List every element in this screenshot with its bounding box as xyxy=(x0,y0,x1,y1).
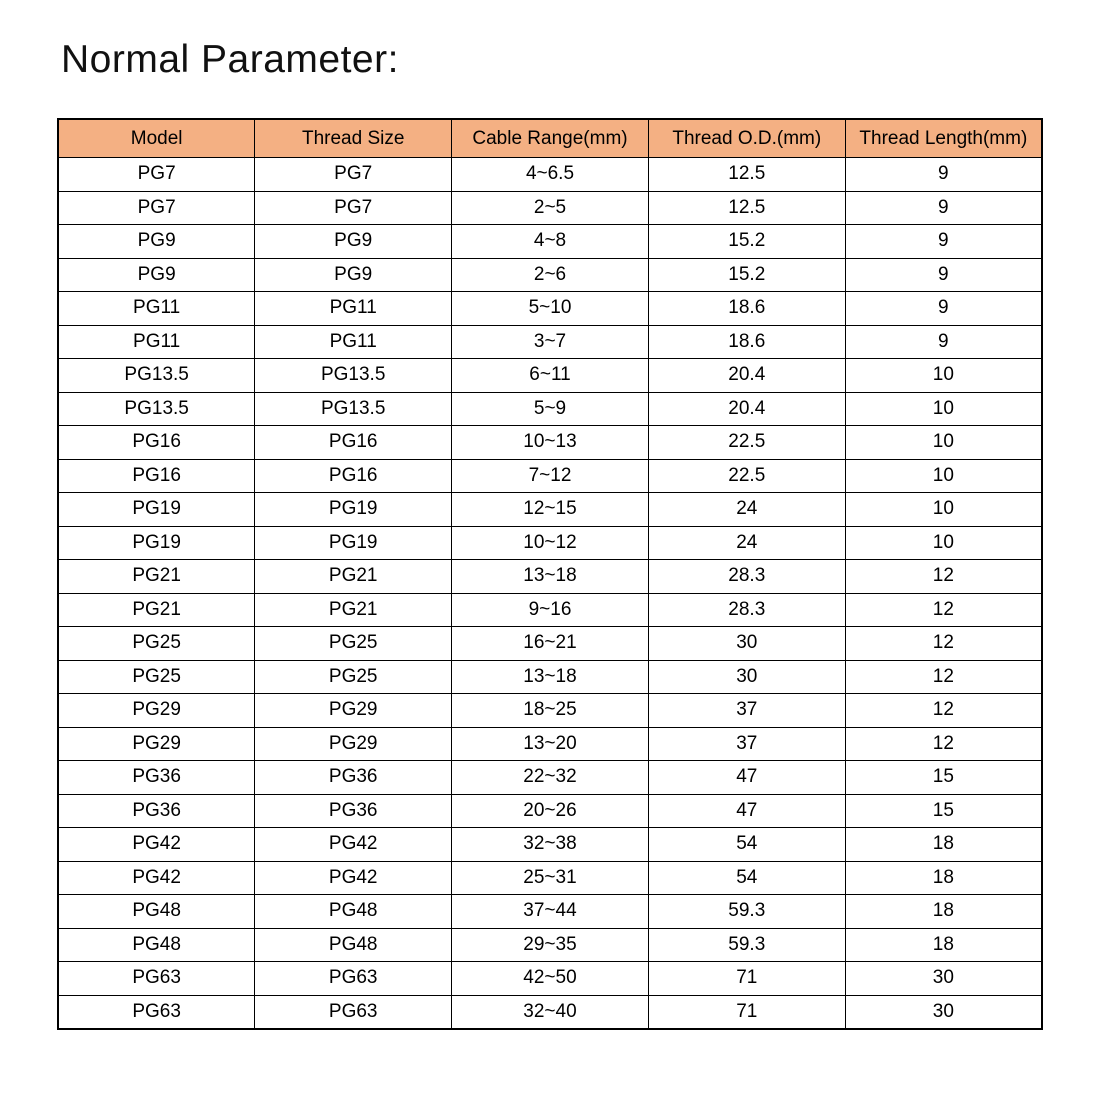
table-cell: 12 xyxy=(845,593,1042,627)
table-cell: PG19 xyxy=(255,526,452,560)
table-cell: PG9 xyxy=(58,225,255,259)
table-cell: 13~18 xyxy=(452,660,649,694)
parameter-table-container xyxy=(57,118,1043,1030)
table-cell: 9~16 xyxy=(452,593,649,627)
table-cell: 4~8 xyxy=(452,225,649,259)
table-cell: 13~20 xyxy=(452,727,649,761)
table-cell: 10~12 xyxy=(452,526,649,560)
table-cell: 20.4 xyxy=(648,359,845,393)
table-cell: PG63 xyxy=(255,962,452,996)
table-cell: PG25 xyxy=(255,627,452,661)
table-cell: 10 xyxy=(845,392,1042,426)
table-cell: 10 xyxy=(845,426,1042,460)
table-cell: PG7 xyxy=(58,191,255,225)
table-cell: 18~25 xyxy=(452,694,649,728)
column-header-thread-length-mm: Thread Length(mm) xyxy=(845,119,1042,158)
table-row xyxy=(58,493,1042,527)
table-cell: PG48 xyxy=(255,895,452,929)
table-cell: 25~31 xyxy=(452,861,649,895)
table-row xyxy=(58,258,1042,292)
table-cell: 5~9 xyxy=(452,392,649,426)
table-cell: PG13.5 xyxy=(58,392,255,426)
column-header-cable-range-mm: Cable Range(mm) xyxy=(452,119,649,158)
table-row xyxy=(58,962,1042,996)
table-cell: 20.4 xyxy=(648,392,845,426)
table-cell: 30 xyxy=(648,660,845,694)
table-cell: 59.3 xyxy=(648,895,845,929)
table-cell: PG29 xyxy=(255,694,452,728)
table-cell: 18.6 xyxy=(648,325,845,359)
table-cell: 9 xyxy=(845,158,1042,192)
table-cell: PG25 xyxy=(58,627,255,661)
table-header xyxy=(58,119,1042,158)
column-header-thread-size: Thread Size xyxy=(255,119,452,158)
table-cell: PG21 xyxy=(255,593,452,627)
table-cell: 54 xyxy=(648,861,845,895)
table-cell: PG11 xyxy=(255,325,452,359)
table-cell: PG36 xyxy=(255,794,452,828)
table-cell: PG21 xyxy=(255,560,452,594)
table-cell: PG42 xyxy=(255,828,452,862)
table-cell: 15.2 xyxy=(648,225,845,259)
table-cell: 2~5 xyxy=(452,191,649,225)
table-cell: 7~12 xyxy=(452,459,649,493)
table-cell: 12 xyxy=(845,660,1042,694)
table-cell: PG36 xyxy=(255,761,452,795)
table-cell: PG11 xyxy=(58,292,255,326)
table-cell: 10 xyxy=(845,459,1042,493)
table-cell: PG11 xyxy=(58,325,255,359)
table-cell: 10~13 xyxy=(452,426,649,460)
column-header-model: Model xyxy=(58,119,255,158)
table-row xyxy=(58,794,1042,828)
table-cell: 15.2 xyxy=(648,258,845,292)
table-cell: 37 xyxy=(648,727,845,761)
table-row xyxy=(58,660,1042,694)
table-row xyxy=(58,459,1042,493)
table-cell: 22.5 xyxy=(648,459,845,493)
table-cell: 20~26 xyxy=(452,794,649,828)
table-cell: 9 xyxy=(845,258,1042,292)
table-cell: PG21 xyxy=(58,560,255,594)
table-row xyxy=(58,392,1042,426)
table-cell: PG16 xyxy=(58,459,255,493)
table-cell: PG36 xyxy=(58,794,255,828)
table-cell: 59.3 xyxy=(648,928,845,962)
table-cell: 30 xyxy=(845,962,1042,996)
table-cell: PG42 xyxy=(58,828,255,862)
table-cell: 22~32 xyxy=(452,761,649,795)
table-cell: 13~18 xyxy=(452,560,649,594)
table-row xyxy=(58,727,1042,761)
table-cell: 18 xyxy=(845,928,1042,962)
table-cell: PG29 xyxy=(255,727,452,761)
table-cell: PG63 xyxy=(58,995,255,1029)
table-cell: 71 xyxy=(648,995,845,1029)
table-row xyxy=(58,560,1042,594)
table-cell: PG36 xyxy=(58,761,255,795)
table-row xyxy=(58,225,1042,259)
table-cell: PG19 xyxy=(58,493,255,527)
table-cell: PG42 xyxy=(58,861,255,895)
table-cell: PG7 xyxy=(255,158,452,192)
table-cell: PG7 xyxy=(255,191,452,225)
table-cell: 4~6.5 xyxy=(452,158,649,192)
table-cell: PG48 xyxy=(58,895,255,929)
table-row xyxy=(58,861,1042,895)
table-cell: 42~50 xyxy=(452,962,649,996)
table-cell: 9 xyxy=(845,191,1042,225)
table-cell: PG25 xyxy=(58,660,255,694)
table-cell: 18.6 xyxy=(648,292,845,326)
table-cell: 12.5 xyxy=(648,191,845,225)
parameter-table xyxy=(57,118,1043,1030)
table-row xyxy=(58,995,1042,1029)
page-title: Normal Parameter: xyxy=(61,38,399,81)
table-cell: 9 xyxy=(845,325,1042,359)
table-cell: 71 xyxy=(648,962,845,996)
table-cell: 28.3 xyxy=(648,593,845,627)
table-cell: 6~11 xyxy=(452,359,649,393)
table-cell: 30 xyxy=(845,995,1042,1029)
table-cell: 24 xyxy=(648,493,845,527)
table-cell: 18 xyxy=(845,895,1042,929)
table-cell: 30 xyxy=(648,627,845,661)
table-cell: 18 xyxy=(845,828,1042,862)
table-body xyxy=(58,158,1042,1030)
table-cell: PG19 xyxy=(255,493,452,527)
table-cell: 10 xyxy=(845,359,1042,393)
table-cell: 5~10 xyxy=(452,292,649,326)
table-cell: PG16 xyxy=(255,459,452,493)
table-cell: PG63 xyxy=(58,962,255,996)
table-cell: 12 xyxy=(845,727,1042,761)
table-row xyxy=(58,694,1042,728)
table-cell: PG13.5 xyxy=(255,359,452,393)
table-cell: PG63 xyxy=(255,995,452,1029)
table-cell: PG11 xyxy=(255,292,452,326)
table-row xyxy=(58,895,1042,929)
table-row xyxy=(58,593,1042,627)
table-cell: PG48 xyxy=(255,928,452,962)
table-cell: 15 xyxy=(845,794,1042,828)
table-cell: 9 xyxy=(845,225,1042,259)
table-cell: PG19 xyxy=(58,526,255,560)
table-cell: 18 xyxy=(845,861,1042,895)
table-row xyxy=(58,426,1042,460)
table-header-row xyxy=(58,119,1042,158)
table-cell: PG9 xyxy=(58,258,255,292)
table-cell: PG7 xyxy=(58,158,255,192)
table-cell: PG21 xyxy=(58,593,255,627)
table-cell: PG16 xyxy=(58,426,255,460)
table-cell: 22.5 xyxy=(648,426,845,460)
table-cell: 47 xyxy=(648,794,845,828)
table-cell: PG9 xyxy=(255,258,452,292)
table-cell: PG9 xyxy=(255,225,452,259)
table-cell: 9 xyxy=(845,292,1042,326)
table-cell: 32~40 xyxy=(452,995,649,1029)
table-row xyxy=(58,828,1042,862)
table-cell: 12 xyxy=(845,560,1042,594)
table-cell: PG29 xyxy=(58,727,255,761)
table-row xyxy=(58,928,1042,962)
table-cell: 16~21 xyxy=(452,627,649,661)
table-cell: PG42 xyxy=(255,861,452,895)
table-cell: 29~35 xyxy=(452,928,649,962)
table-row xyxy=(58,627,1042,661)
table-row xyxy=(58,292,1042,326)
table-cell: PG48 xyxy=(58,928,255,962)
table-cell: 12~15 xyxy=(452,493,649,527)
table-cell: PG13.5 xyxy=(255,392,452,426)
table-cell: PG29 xyxy=(58,694,255,728)
table-cell: 28.3 xyxy=(648,560,845,594)
table-row xyxy=(58,191,1042,225)
table-row xyxy=(58,526,1042,560)
table-cell: 37 xyxy=(648,694,845,728)
table-cell: 10 xyxy=(845,526,1042,560)
table-cell: 32~38 xyxy=(452,828,649,862)
table-cell: 12.5 xyxy=(648,158,845,192)
table-cell: 54 xyxy=(648,828,845,862)
table-cell: PG16 xyxy=(255,426,452,460)
table-cell: 47 xyxy=(648,761,845,795)
table-cell: 12 xyxy=(845,694,1042,728)
table-cell: 24 xyxy=(648,526,845,560)
table-row xyxy=(58,359,1042,393)
table-cell: 12 xyxy=(845,627,1042,661)
table-cell: 15 xyxy=(845,761,1042,795)
table-cell: 37~44 xyxy=(452,895,649,929)
table-cell: PG25 xyxy=(255,660,452,694)
table-cell: 2~6 xyxy=(452,258,649,292)
column-header-thread-o-d-mm: Thread O.D.(mm) xyxy=(648,119,845,158)
table-cell: 10 xyxy=(845,493,1042,527)
table-row xyxy=(58,158,1042,192)
table-cell: 3~7 xyxy=(452,325,649,359)
table-row xyxy=(58,325,1042,359)
table-row xyxy=(58,761,1042,795)
table-cell: PG13.5 xyxy=(58,359,255,393)
